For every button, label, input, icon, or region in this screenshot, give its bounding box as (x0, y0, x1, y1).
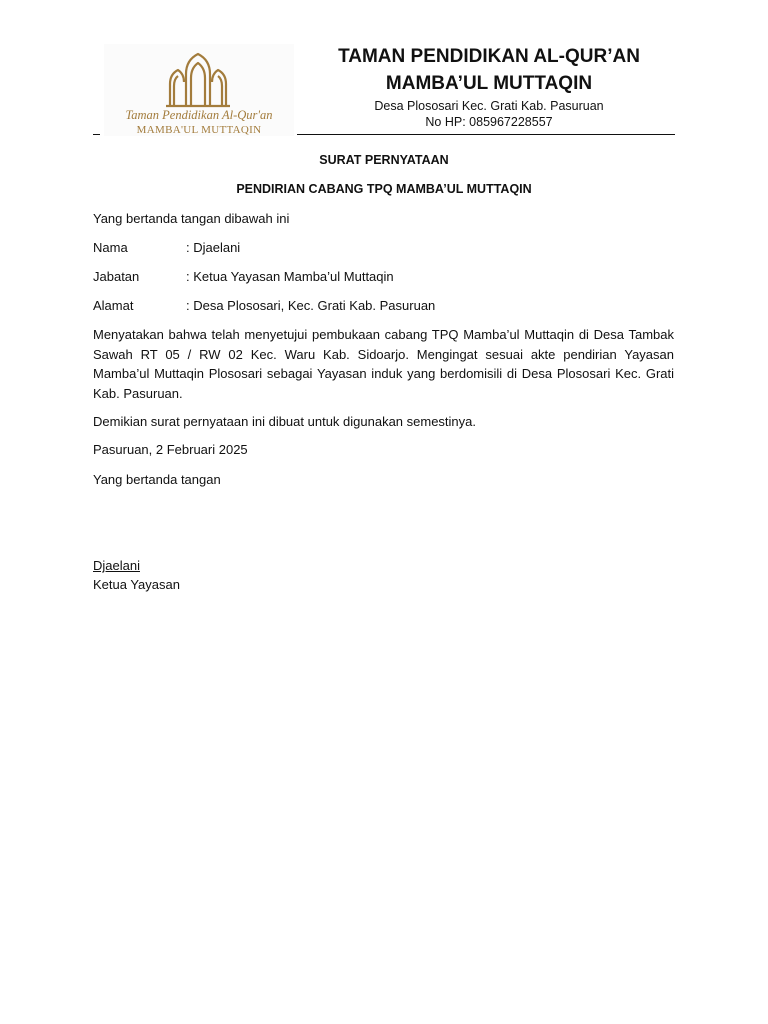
letter-title: SURAT PERNYATAAN (319, 153, 449, 167)
field-label-alamat: Alamat (93, 298, 134, 313)
closing-text: Demikian surat pernyataan ini dibuat untuk digunakan semestinya. (93, 414, 477, 429)
signer-title: Ketua Yayasan (93, 577, 180, 592)
letterhead-divider (297, 134, 675, 135)
signer-intro: Yang bertanda tangan (93, 472, 221, 487)
statement-paragraph: Menyatakan bahwa telah menyetujui pembukaan cabang TPQ Mamba’ul Muttaqin di Desa Tambak Sawah RT 05 / RW 02 Kec. Waru Kab. Sidoarjo. Mengingat sesuai akte pendirian Yayasan Mamba’ul Muttaqin Plososari sebagai Yayasan induk yang berdomisili di Desa Plososari Kec. Grati Kab. Pasuruan. (93, 327, 674, 401)
field-value-jabatan: : Ketua Yayasan Mamba’ul Muttaqin (186, 269, 394, 284)
place-date: Pasuruan, 2 Februari 2025 (93, 442, 248, 457)
signer-name (93, 556, 674, 576)
field-label-jabatan: Jabatan (93, 269, 140, 284)
logo-text-line2: MAMBA'UL MUTTAQIN (136, 124, 262, 136)
field-value-nama: : Djaelani (186, 240, 241, 255)
institution-name-line1: TAMAN PENDIDIKAN AL-QUR’AN (338, 46, 640, 67)
school-logo (104, 44, 294, 136)
logo-text-line1: Taman Pendidikan Al-Qur'an (125, 108, 273, 122)
intro-text: Yang bertanda tangan dibawah ini (93, 211, 290, 226)
signer-name-text: Djaelani (93, 558, 140, 573)
letter-subtitle: PENDIRIAN CABANG TPQ MAMBA’UL MUTTAQIN (236, 182, 532, 196)
header-left-stub-line (93, 134, 100, 135)
mosque-domes-icon (160, 48, 236, 110)
letterhead (300, 43, 678, 130)
field-label-nama: Nama (93, 240, 128, 255)
field-value-alamat: : Desa Plososari, Kec. Grati Kab. Pasuruan (186, 298, 436, 313)
institution-name-line2: MAMBA’UL MUTTAQIN (385, 73, 593, 94)
institution-phone: No HP: 085967228557 (425, 115, 553, 129)
institution-address: Desa Plososari Kec. Grati Kab. Pasuruan (374, 99, 604, 113)
